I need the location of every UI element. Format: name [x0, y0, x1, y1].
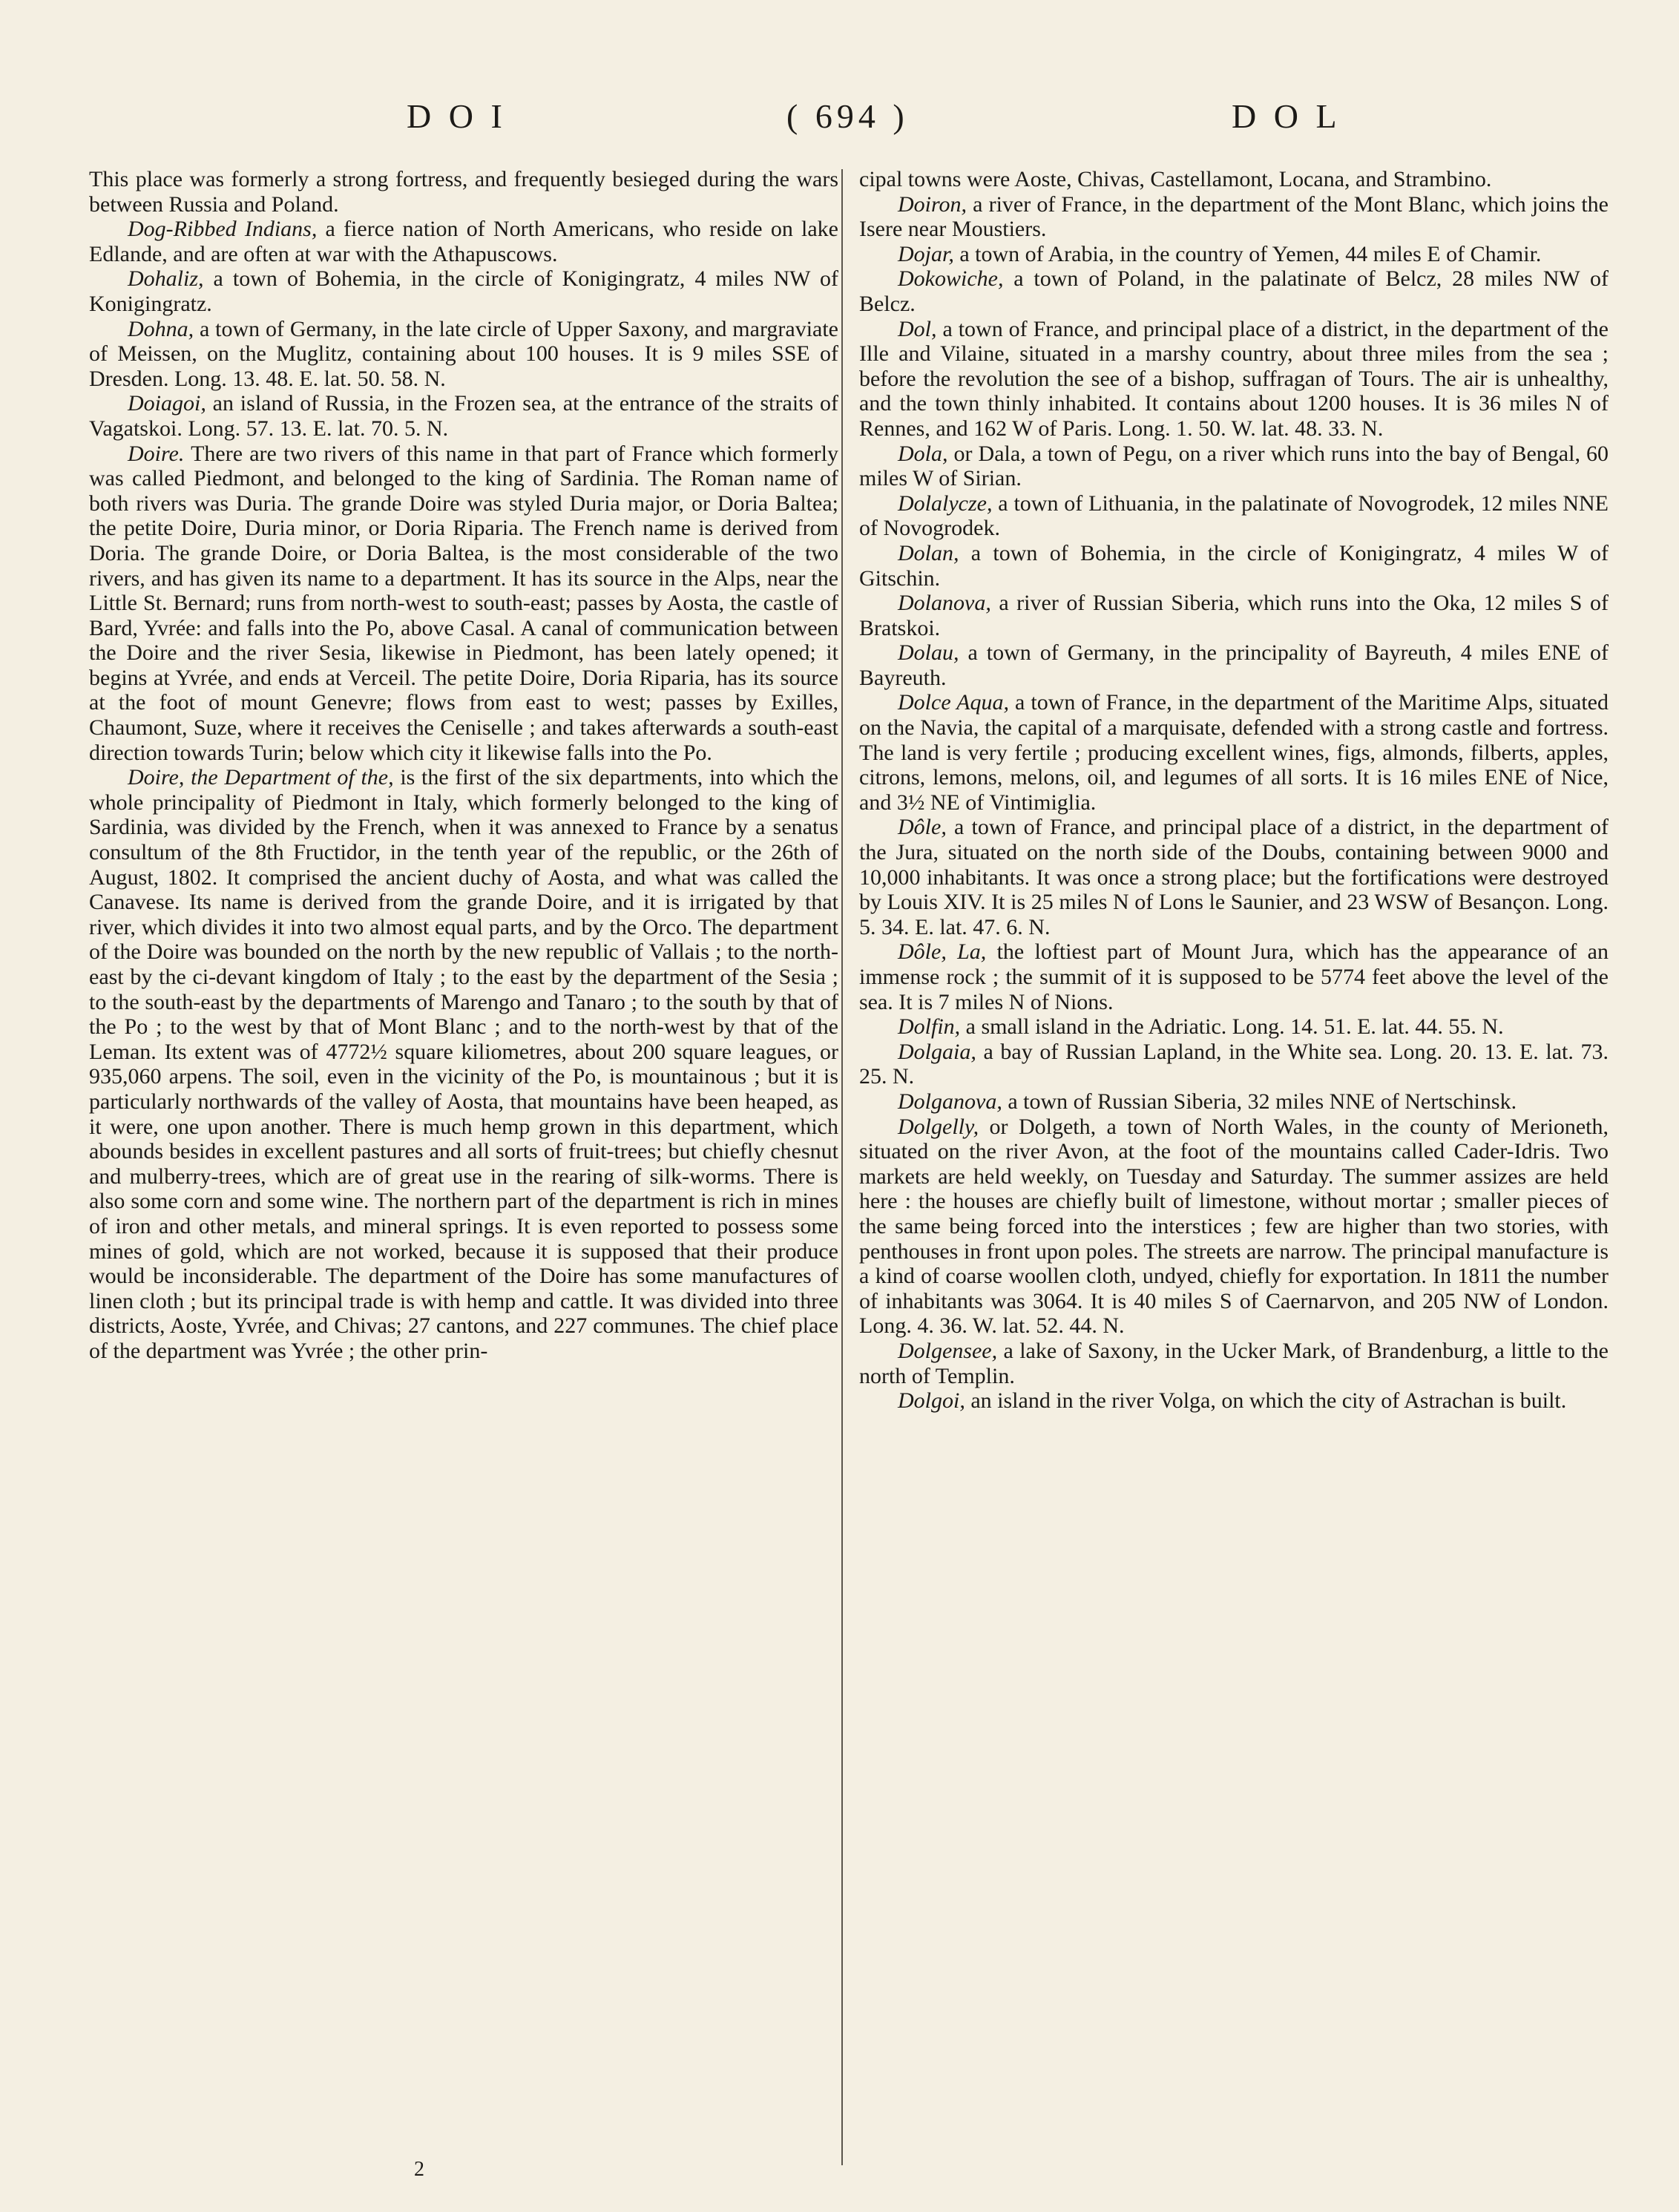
entry-text: a town of Arabia, in the country of Yemen, 44 miles E of Chamir.	[953, 241, 1542, 266]
entry-text: cipal towns were Aoste, Chivas, Castellamont, Locana, and Strambino.	[859, 167, 1492, 191]
entry-text: a town of France, and principal place of a district, in the department of the Ille and Vilaine, situated in a marshy country, about three miles from the sea ; before the revolution the see of a bishop, suffragan of Tours. The air is unhealthy, and the town thinly inhabited. It contains about 1200 houses. It is 36 miles N of Rennes, and 162 W of Paris. Long. 1. 50. W. lat. 48. 33. N.	[859, 316, 1609, 441]
entry-text: There are two rivers of this name in that part of France which formerly was called Piedmont, and belonged to the king of Sardinia. The Roman name of both rivers was Duria. The grande Doire was styled Duria major, or Doria Baltea; the petite Doire, Duria minor, or Doria Riparia. The French name is derived from Doria. The grande Doire, or Doria Baltea, is the most considerable of the two rivers, and has given its name to a department. It has its source in the Alps, near the Little St. Bernard; runs from north-west to south-east; passes by Aosta, the castle of Bard, Yvrée: and falls into the Po, above Casal. A canal of communication between the Doire and the river Sesia, likewise in Piedmont, has been lately opened; it begins at Yvrée, and ends at Verceil. The petite Doire, Doria Riparia, has its source at the foot of mount Genevre; flows from east to west; passes by Exilles, Chaumont, Suze, where it receives the Ceniselle ; and takes afterwards a south-east direction towards Turin; below which city it likewise falls into the Po.	[89, 441, 838, 765]
entry-term: Dolalycze,	[898, 490, 993, 516]
gazetteer-entry	[859, 690, 1609, 815]
entry-term: Doiron,	[898, 191, 967, 217]
gazetteer-entry	[89, 167, 838, 217]
left-column	[89, 167, 838, 1364]
entry-text: a town of France, and principal place of a district, in the department of the Jura, situated on the north side of the Doubs, containing between 9000 and 10,000 inhabitants. It was once a strong place; but the fortifications were destroyed by Louis XIV. It is 25 miles N of Lons le Saunier, and 23 WSW of Besançon. Long. 5. 34. E. lat. 47. 6. N.	[859, 815, 1609, 939]
entry-term: Dolau,	[898, 640, 959, 666]
page-number: ( 694 )	[786, 97, 909, 135]
signature-mark: 2	[414, 2158, 424, 2181]
gazetteer-entry	[89, 217, 838, 266]
entry-term: Dokowiche,	[898, 266, 1004, 292]
header-left: D O I	[407, 97, 507, 135]
entry-text: a town of Russian Siberia, 32 miles NNE of Nertschinsk.	[1002, 1089, 1517, 1114]
entry-text: This place was formerly a strong fortress, and frequently besieged during the wars between Russia and Poland.	[89, 167, 838, 217]
entry-text: a fierce nation of North Americans, who reside on lake Edlande, and are often at war with the Athapuscows.	[89, 217, 838, 266]
entry-text: a bay of Russian Lapland, in the White sea. Long. 20. 13. E. lat. 73. 25. N.	[859, 1039, 1609, 1089]
entry-term: Dola,	[898, 441, 948, 466]
gazetteer-entry	[859, 317, 1609, 442]
entry-term: Doiagoi,	[128, 391, 206, 416]
entry-term: Dojar,	[898, 241, 954, 266]
entry-text: a town of Bohemia, in the circle of Konigingratz, 4 miles W of Gitschin.	[859, 540, 1609, 591]
entry-text: a river of France, in the department of the Mont Blanc, which joins the Isere near Moustiers.	[859, 191, 1609, 242]
gazetteer-entry	[859, 815, 1609, 939]
entry-term: Dolfin,	[898, 1014, 961, 1040]
gazetteer-entry	[859, 442, 1609, 491]
entry-text: an island in the river Volga, on which the city of Astrachan is built.	[965, 1388, 1567, 1414]
running-header	[0, 96, 1679, 148]
gazetteer-entry	[89, 266, 838, 316]
entry-term: Dolgensee,	[898, 1338, 998, 1363]
gazetteer-entry	[859, 1014, 1609, 1040]
gazetteer-entry	[859, 1040, 1609, 1089]
entry-text: a town of Germany, in the late circle of Upper Saxony, and margraviate of Meissen, on the Muglitz, containing about 100 houses. It is 9 miles SSE of Dresden. Long. 13. 48. E. lat. 50. 58. N.	[89, 316, 838, 391]
gazetteer-entry	[859, 591, 1609, 640]
gazetteer-entry	[89, 442, 838, 766]
gazetteer-entry	[859, 491, 1609, 541]
gazetteer-entry	[859, 939, 1609, 1014]
gazetteer-entry	[859, 541, 1609, 591]
entry-term: Dohna,	[128, 316, 194, 341]
entry-text: a town of Bohemia, in the circle of Konigingratz, 4 miles NW of Konigingratz.	[89, 266, 838, 316]
entry-text: a town of France, in the department of the Maritime Alps, situated on the Navia, the capital of a marquisate, defended with a strong castle and fortress. The land is very fertile ; producing excellent wines, figs, almonds, filberts, apples, citrons, lemons, melons, oil, and legumes of all sorts. It is 16 miles ENE of Nice, and 3½ NE of Vintimiglia.	[859, 690, 1609, 815]
gazetteer-entry	[859, 1388, 1609, 1414]
gazetteer-entry	[859, 640, 1609, 690]
entry-text: a town of Lithuania, in the palatinate of Novogrodek, 12 miles NNE of Novogrodek.	[859, 490, 1609, 541]
gazetteer-entry	[859, 1089, 1609, 1115]
entry-term: Dolganova,	[898, 1089, 1002, 1114]
gazetteer-entry	[859, 242, 1609, 267]
right-column	[859, 167, 1609, 1414]
entry-term: Dog-Ribbed Indians,	[128, 217, 318, 242]
entry-term: Dohaliz,	[128, 266, 204, 292]
entry-text: a town of Germany, in the principality of Bayreuth, 4 miles ENE of Bayreuth.	[859, 640, 1609, 690]
entry-text: the loftiest part of Mount Jura, which has the appearance of an immense rock ; the summit of it is supposed to be 5774 feet above the level of the sea. It is 7 miles N of Nions.	[859, 939, 1609, 1014]
entry-text: a town of Poland, in the palatinate of Belcz, 28 miles NW of Belcz.	[859, 266, 1609, 316]
gazetteer-entry	[89, 765, 838, 1363]
gazetteer-entry	[89, 317, 838, 392]
entry-text: or Dala, a town of Pegu, on a river which runs into the bay of Bengal, 60 miles W of Sirian.	[859, 441, 1609, 491]
entry-text: is the first of the six departments, into which the whole principality of Piedmont in Italy, which formerly belonged to the king of Sardinia, was divided by the French, when it was annexed to France by a senatus consultum of the 8th Fructidor, in the tenth year of the republic, or the 26th of August, 1802. It comprised the ancient duchy of Aosta, and what was called the Canavese. Its name is derived from the grande Doire, and it is irrigated by that river, which divides it into two almost equal parts, and by the Orco. The department of the Doire was bounded on the north by the new republic of Vallais ; to the north-east by the ci-devant kingdom of Italy ; to the east by the department of the Sesia ; to the south-east by the departments of Marengo and Tanaro ; to the south by that of the Po ; to the west by that of Mont Blanc ; and to the north-west by that of the Leman. Its extent was of 4772½ square kiliometres, about 200 square leagues, or 935,060 arpens. The soil, even in the vicinity of the Po, is mountainous ; but it is particularly northwards of the valley of Aosta, that mountains have been heaped, as it were, one upon another. There is much hemp grown in this department, which abounds besides in excellent pastures and all sorts of fruit-trees; but chiefly chesnut and mulberry-trees, which are of great use in the rearing of silk-worms. There is also some corn and some wine. The northern part of the department is rich in mines of iron and other metals, and mineral springs. It is even reported to possess some mines of gold, which are not worked, because it is supposed that their produce would be inconsiderable. The department of the Doire has some manufactures of linen cloth ; but its principal trade is with hemp and cattle. It was divided into three districts, Aoste, Yvrée, and Chivas; 27 cantons, and 227 communes. The chief place of the department was Yvrée ; the other prin-	[89, 765, 838, 1363]
header-right: D O L	[1232, 97, 1341, 135]
entry-term: Dolgoi,	[898, 1388, 965, 1414]
column-divider	[841, 169, 843, 2165]
entry-text: an island of Russia, in the Frozen sea, at the entrance of the straits of Vagatskoi. Long. 57. 13. E. lat. 70. 5. N.	[89, 391, 838, 441]
entry-term: Dolce Aqua,	[898, 690, 1009, 715]
gazetteer-entry	[859, 266, 1609, 316]
entry-term: Doire, the Department of the,	[128, 765, 394, 790]
entry-term: Dôle,	[898, 815, 947, 840]
entry-term: Dôle, La,	[898, 939, 987, 965]
entry-term: Dol,	[898, 316, 937, 341]
entry-term: Dolan,	[898, 540, 959, 565]
entry-text: or Dolgeth, a town of North Wales, in the county of Merioneth, situated on the river Avon, at the foot of the mountains called Cader-Idris. Two markets are held weekly, on Tuesday and Saturday. The summer assizes are held here : the houses are chiefly built of limestone, without mortar ; smaller pieces of the same being forced into the interstices ; few are higher than two stories, with penthouses in front upon poles. The streets are narrow. The principal manufacture is a kind of coarse woollen cloth, undyed, chiefly for exportation. In 1811 the number of inhabitants was 3064. It is 40 miles S of Caernarvon, and 205 NW of London. Long. 4. 36. W. lat. 52. 44. N.	[859, 1114, 1609, 1339]
gazetteer-entry	[89, 391, 838, 441]
entry-text: a lake of Saxony, in the Ucker Mark, of Brandenburg, a little to the north of Templin.	[859, 1338, 1609, 1388]
gazetteer-entry	[859, 167, 1609, 192]
entry-term: Dolgelly,	[898, 1114, 979, 1139]
entry-term: Doire.	[128, 441, 185, 466]
gazetteer-entry	[859, 192, 1609, 242]
gazetteer-entry	[859, 1339, 1609, 1388]
entry-text: a river of Russian Siberia, which runs into the Oka, 12 miles S of Bratskoi.	[859, 591, 1609, 640]
entry-term: Dolgaia,	[898, 1039, 976, 1064]
entry-text: a small island in the Adriatic. Long. 14. 51. E. lat. 44. 55. N.	[960, 1014, 1504, 1040]
entry-term: Dolanova,	[898, 591, 991, 616]
gazetteer-entry	[859, 1115, 1609, 1339]
